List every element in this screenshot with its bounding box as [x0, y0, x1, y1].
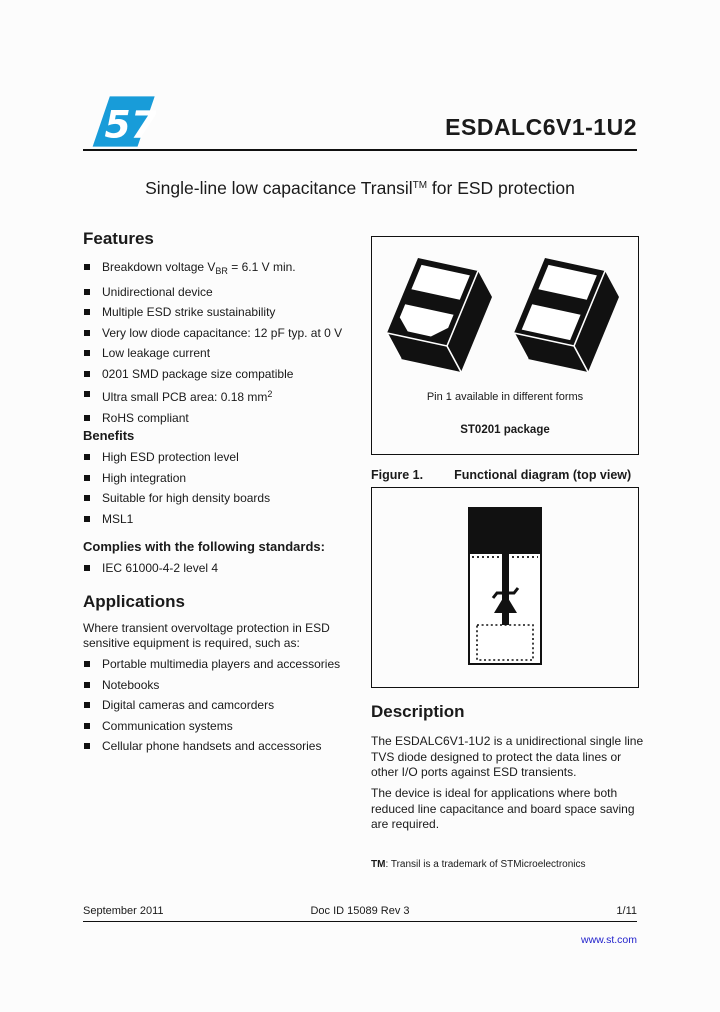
top-pad — [470, 509, 540, 554]
header-divider — [83, 149, 637, 151]
footer-divider — [83, 921, 637, 922]
benefits-heading: Benefits — [83, 428, 135, 443]
list-item: High ESD protection level — [83, 451, 375, 464]
bullet-square-icon — [84, 371, 90, 377]
subtitle-text: Single-line low capacitance Transil — [145, 178, 413, 198]
description-heading: Description — [371, 702, 465, 721]
bullet-square-icon — [84, 264, 90, 270]
standards-list — [83, 562, 375, 583]
st-website-link[interactable]: www.st.com — [580, 934, 637, 946]
trademark-superscript: TM — [412, 180, 428, 191]
list-item: RoHS compliant — [83, 412, 375, 425]
bullet-square-icon — [84, 661, 90, 667]
description-paragraph-1: The ESDALC6V1-1U2 is a unidirectional single line TVS diode designed to protect the data lines or other I/O ports against ESD transients. — [371, 734, 644, 779]
bullet-square-icon — [84, 516, 90, 522]
package-drawing-square — [505, 243, 635, 393]
figure-number: Figure 1. — [371, 468, 424, 482]
list-item: Notebooks — [83, 679, 375, 692]
list-item: High integration — [83, 472, 375, 485]
bullet-square-icon — [84, 454, 90, 460]
footer-date: September 2011 — [83, 905, 164, 917]
bullet-square-icon — [84, 391, 90, 397]
st-logo-glyph: 57 — [104, 102, 156, 147]
st-logo — [90, 95, 156, 148]
list-item: Suitable for high density boards — [83, 492, 375, 505]
applications-heading: Applications — [83, 592, 186, 611]
description-paragraph-2: The device is ideal for applications where both reduced line capacitance and board space saving are required. — [371, 786, 635, 831]
benefits-list — [83, 451, 375, 533]
trademark-note: TM: Transil is a trademark of STMicroelectronics — [371, 859, 586, 870]
subtitle-text-suffix: for ESD protection — [427, 178, 575, 198]
bullet-square-icon — [84, 723, 90, 729]
list-item: MSL1 — [83, 513, 375, 526]
figure-caption — [371, 468, 631, 482]
applications-list — [83, 658, 375, 761]
list-item: Multiple ESD strike sustainability — [83, 306, 375, 319]
pin1-caption: Pin 1 available in different forms — [426, 391, 584, 403]
list-item: Ultra small PCB area: 0.18 $mm^2$ — [83, 388, 375, 404]
list-item: IEC 61000-4-2 level 4 — [83, 562, 375, 575]
list-item: Very low diode capacitance: 12 pF typ. at 0 V — [83, 327, 375, 340]
list-item: Cellular phone handsets and accessories — [83, 740, 375, 753]
list-item: Communication systems — [83, 720, 375, 733]
package-drawings — [372, 243, 638, 393]
applications-intro: Where transient overvoltage protection in ESD sensitive equipment is required, such as: — [83, 621, 330, 650]
bullet-square-icon — [84, 702, 90, 708]
package-name: ST0201 package — [460, 424, 550, 436]
bullet-square-icon — [84, 415, 90, 421]
features-heading: Features — [83, 229, 154, 248]
diode-diagram — [468, 507, 542, 665]
list-item: Unidirectional device — [83, 286, 375, 299]
part-number: ESDALC6V1-1U2 — [445, 114, 637, 140]
bullet-square-icon — [84, 330, 90, 336]
bullet-square-icon — [84, 289, 90, 295]
bullet-square-icon — [84, 475, 90, 481]
bullet-square-icon — [84, 565, 90, 571]
list-item: 0201 SMD package size compatible — [83, 368, 375, 381]
bullet-square-icon — [84, 682, 90, 688]
bullet-square-icon — [84, 495, 90, 501]
package-drawing-chamfer — [375, 243, 505, 393]
list-item: Portable multimedia players and accessories — [83, 658, 375, 671]
doc-subtitle — [83, 178, 637, 199]
bullet-square-icon — [84, 743, 90, 749]
list-item: Digital cameras and camcorders — [83, 699, 375, 712]
diode-stem — [502, 554, 509, 625]
figure-title: Functional diagram (top view) — [454, 468, 632, 482]
features-list — [83, 261, 375, 432]
footer-page-number: 1/11 — [616, 905, 637, 917]
bullet-square-icon — [84, 309, 90, 315]
functional-diagram-box — [371, 487, 639, 688]
package-image-box — [371, 236, 639, 455]
footer-doc-id: Doc ID 15089 Rev 3 — [310, 905, 410, 917]
bullet-square-icon — [84, 350, 90, 356]
list-item: Low leakage current — [83, 347, 375, 360]
standards-heading: Complies with the following standards: — [83, 539, 325, 554]
list-item: Breakdown voltage $V_{BR} = 6.1$ V min. — [83, 261, 375, 278]
